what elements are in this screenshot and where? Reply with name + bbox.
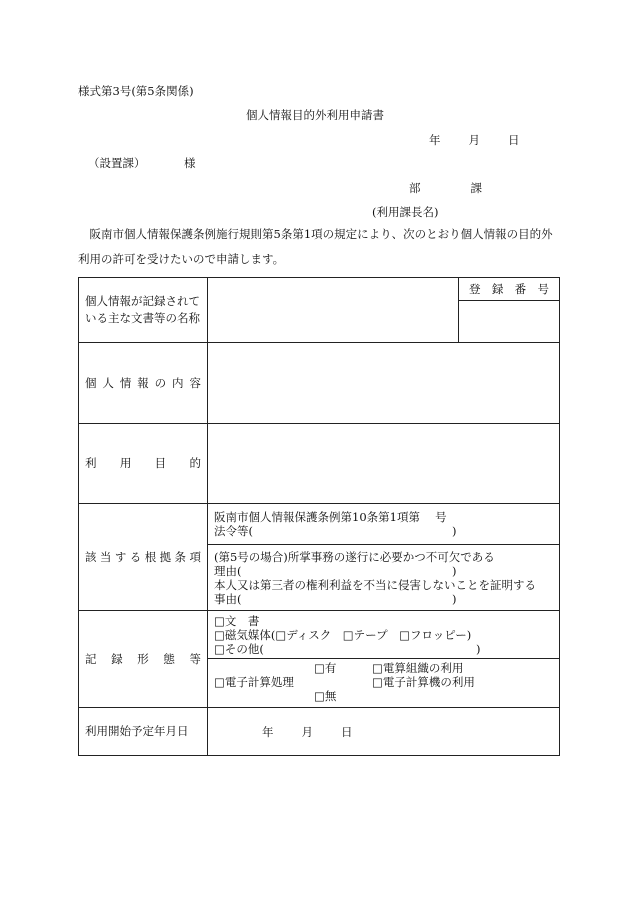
label-start-date: 利用開始予定年月日 bbox=[79, 708, 208, 756]
label-legal-basis: 該 当 す る 根 拠 条 項 bbox=[79, 504, 208, 611]
computer-processing-label: □電子計算処理 bbox=[214, 675, 294, 689]
regno-chars: 登 録 番 号 bbox=[469, 282, 549, 296]
label-personal-info-content: 個 人 情 報 の 内 容 bbox=[79, 343, 208, 424]
proof-line: 事由( ) bbox=[214, 591, 457, 606]
using-section-head: (利用課長名) bbox=[372, 205, 439, 219]
laws-line: 法令等( ) bbox=[214, 524, 457, 538]
form-number: 様式第3号(第5条関係) bbox=[78, 84, 194, 98]
reason-line: 理由( ) bbox=[214, 563, 457, 578]
registration-number-header bbox=[459, 278, 560, 301]
date-year: 年 bbox=[429, 133, 441, 147]
label-record-format: 記 録 形 態 等 bbox=[79, 611, 208, 708]
start-date-field[interactable] bbox=[208, 708, 560, 756]
proof-intro-line: 本人又は第三者の権利利益を不当に侵害しないことを証明する bbox=[214, 577, 536, 592]
label-document-name: 個人情報が記録されている主な文書等の名称 bbox=[79, 278, 208, 343]
label-purpose: 利 用 目 的 bbox=[79, 424, 208, 504]
paper-document-checkbox[interactable]: □文 書 bbox=[214, 613, 260, 628]
registration-number-field[interactable] bbox=[459, 301, 560, 343]
start-date-year: 年 bbox=[262, 724, 274, 739]
applicant-department bbox=[409, 180, 482, 196]
computer-machine-checkbox[interactable]: □電子計算機の利用 bbox=[372, 675, 475, 689]
ordinance-line: 阪南市個人情報保護条例第10条第1項第 号 bbox=[214, 510, 447, 524]
dept-ka: 課 bbox=[470, 181, 482, 195]
intro-paragraph: 阪南市個人情報保護条例施行規則第5条第1項の規定により、次のとおり個人情報の目的外利用の許可を受けたいので申請します。 bbox=[78, 227, 553, 266]
legal-basis-reason-cell[interactable] bbox=[208, 545, 560, 611]
reason-intro-line: (第5号の場合)所掌事務の遂行に必要かつ不可欠である bbox=[214, 549, 495, 564]
start-date-day: 日 bbox=[341, 724, 353, 739]
record-medium-cell[interactable] bbox=[208, 611, 560, 659]
date-month: 月 bbox=[468, 133, 480, 147]
computer-no-checkbox[interactable]: □無 bbox=[314, 689, 337, 703]
purpose-field[interactable] bbox=[208, 424, 560, 504]
personal-info-content-field[interactable] bbox=[208, 343, 560, 424]
application-date bbox=[429, 132, 548, 148]
date-day: 日 bbox=[508, 133, 520, 147]
computer-processing-cell[interactable] bbox=[208, 659, 560, 708]
form-title: 個人情報目的外利用申請書 bbox=[246, 108, 384, 122]
computer-yes-checkbox[interactable]: □有 bbox=[314, 661, 337, 675]
document-name-field[interactable] bbox=[208, 278, 459, 343]
other-media-line[interactable]: □その他( ) bbox=[214, 641, 481, 656]
computer-org-checkbox[interactable]: □電算組織の利用 bbox=[372, 661, 464, 675]
legal-basis-ordinance-cell[interactable] bbox=[208, 504, 560, 545]
magnetic-media-checkbox[interactable]: □磁気媒体(□ディスク □テープ □フロッピー) bbox=[214, 627, 472, 642]
application-table bbox=[78, 277, 560, 756]
start-date-month: 月 bbox=[301, 724, 313, 739]
addressee-honorific: 様 bbox=[184, 156, 196, 170]
addressee-section: （設置課） bbox=[88, 156, 146, 170]
dept-bu: 部 bbox=[409, 181, 421, 195]
